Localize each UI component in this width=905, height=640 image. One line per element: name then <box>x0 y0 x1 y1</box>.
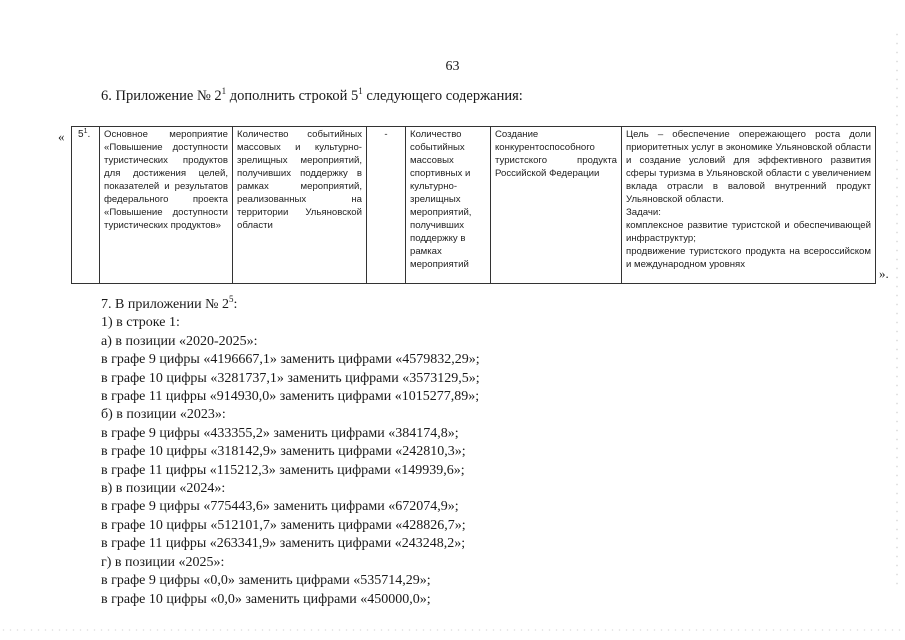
list-item: а) в позиции «2020-2025»: <box>101 333 258 349</box>
closing-quote: ». <box>879 266 889 281</box>
list-item: 1) в строке 1: <box>101 315 180 331</box>
section-7-title-suffix: : <box>233 297 238 312</box>
list-item: в графе 10 цифры «3281737,1» заменить цифрами «3573129,5»; <box>101 370 480 386</box>
row-number-superscript: 1 <box>83 128 88 135</box>
scan-edge-noise <box>895 30 899 590</box>
table-row <box>72 127 876 284</box>
goal-text: Цель – обеспечение опережающего роста доли приоритетных услуг в экономике Ульяновской области и создание условий для эффективного развития сферы туризма в Ульяновской области с увеличением вклада отрасли в валовой внутренний продукт Ульяновской области. <box>626 129 871 205</box>
list-item: в графе 9 цифры «4196667,1» заменить цифрами «4579832,29»; <box>101 352 480 368</box>
section-7-title-superscript: 5 <box>229 294 234 304</box>
row-number-cell <box>72 127 100 284</box>
section-7-title <box>101 296 480 314</box>
row-number: 5 <box>78 129 84 140</box>
list-item: в графе 10 цифры «318142,9» заменить цифрами «242810,3»; <box>101 444 466 460</box>
indicator-cell: Количество событийных массовых и культурно-зрелищных мероприятий, получивших поддержку в рамках мероприятий, реализованных на территории Ульяновской области <box>233 127 367 284</box>
list-item: в графе 11 цифры «914930,0» заменить цифрами «1015277,89»; <box>101 389 480 405</box>
opening-quote: « <box>58 129 65 144</box>
list-item: в графе 11 цифры «263341,9» заменить цифрами «243248,2»; <box>101 536 466 552</box>
row-number-dot: . <box>87 129 91 140</box>
list-item: в графе 10 цифры «512101,7» заменить цифрами «428826,7»; <box>101 517 466 533</box>
scan-bottom-noise <box>0 628 905 632</box>
heading-prefix: 6. Приложение № 2 <box>101 88 222 104</box>
goal-tasks-cell <box>622 127 876 284</box>
activity-name-cell: Основное мероприятие «Повышение доступности туристических продуктов для достижения целей, показателей и результатов федерального проекта «Повышение доступности туристических продуктов» <box>100 127 233 284</box>
list-item: в графе 9 цифры «0,0» заменить цифрами «535714,29»; <box>101 573 431 589</box>
heading-superscript-1: 1 <box>221 86 227 96</box>
amendment-heading <box>101 88 523 105</box>
heading-middle: дополнить строкой 5 <box>226 88 359 104</box>
list-item: в графе 9 цифры «433355,2» заменить цифрами «384174,8»; <box>101 425 459 441</box>
list-item: г) в позиции «2025»: <box>101 554 225 570</box>
list-item: в графе 11 цифры «115212,3» заменить цифрами «149939,6»; <box>101 462 465 478</box>
empty-dash-cell: - <box>367 127 406 284</box>
section-7-title-prefix: 7. В приложении № 2 <box>101 297 229 312</box>
heading-superscript-2: 1 <box>358 86 363 96</box>
project-result-cell: Создание конкурентоспособного туристского продукта Российской Федерации <box>491 127 622 284</box>
list-item: в графе 9 цифры «775443,6» заменить цифрами «672074,9»; <box>101 499 459 515</box>
section-7 <box>101 296 480 609</box>
amendment-table <box>71 126 876 284</box>
sports-indicator-cell: Количество событийных массовых спортивных и культурно-зрелищных мероприятий, получивших поддержку в рамках мероприятий <box>406 127 491 284</box>
tasks-label: Задачи: <box>626 207 661 218</box>
task-item: продвижение туристского продукта на всероссийском и международном уровнях <box>626 246 871 270</box>
list-item: б) в позиции «2023»: <box>101 407 226 423</box>
page-number: 63 <box>445 59 460 74</box>
list-item: в) в позиции «2024»: <box>101 481 226 497</box>
heading-suffix: следующего содержания: <box>362 88 523 104</box>
task-item: комплексное развитие туристской и обеспечивающей инфраструктур; <box>626 220 871 244</box>
list-item: в графе 10 цифры «0,0» заменить цифрами «450000,0»; <box>101 591 431 607</box>
